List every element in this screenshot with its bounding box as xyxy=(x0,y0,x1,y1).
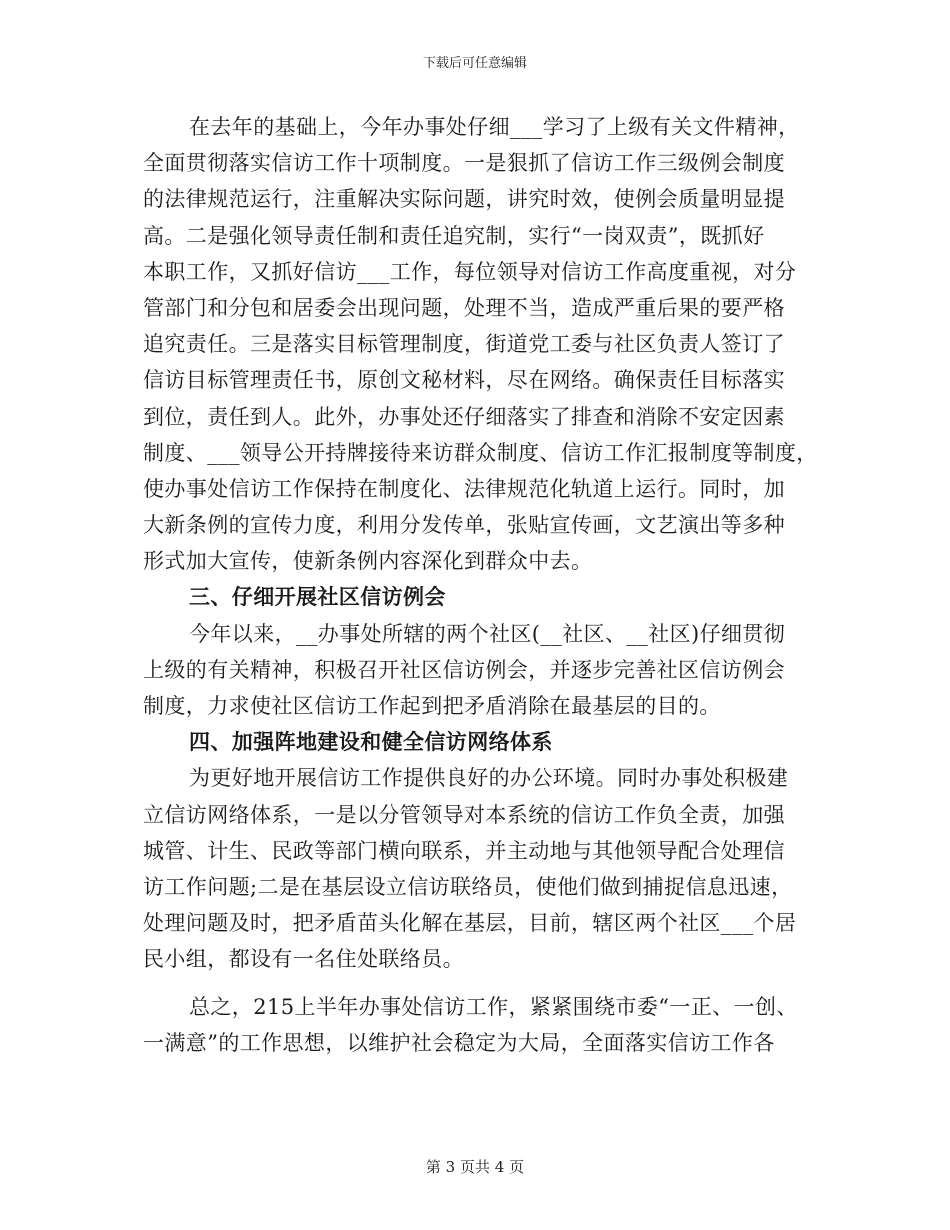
paragraph-line: 高。二是强化领导责任制和责任追究制，实行“一岗双责”，既抓好 xyxy=(143,223,765,248)
paragraph-line: 上级的有关精神，积极召开社区信访例会，并逐步完善社区信访例会 xyxy=(143,657,785,682)
paragraph-line: 制度、___领导公开持牌接待来访群众制度、信访工作汇报制度等制度， xyxy=(143,440,818,465)
paragraph-line: 管部门和分包和居委会出现问题，处理不当，造成严重后果的要严格 xyxy=(143,295,785,320)
paragraph-line: 为更好地开展信访工作提供良好的办公环境。同时办事处积极建 xyxy=(189,766,789,791)
paragraph-line: 本职工作，又抓好信访___工作，每位领导对信访工作高度重视，对分 xyxy=(143,259,797,284)
paragraph-line: 立信访网络体系，一是以分管领导对本系统的信访工作负全责，加强 xyxy=(143,802,785,827)
page-header: 下载后可任意编辑 xyxy=(422,56,527,71)
paragraph-line: 今年以来，__办事处所辖的两个社区(__社区、__社区)仔细贯彻 xyxy=(189,621,786,646)
page-footer: 第 3 页共 4 页 xyxy=(425,1158,525,1176)
paragraph-line: 追究责任。三是落实目标管理制度，街道党工委与社区负责人签订了 xyxy=(143,332,785,357)
document-body xyxy=(143,109,823,1061)
paragraph-line: 总之，215上半年办事处信访工作，紧紧围绕市委“一正、一创、 xyxy=(189,994,798,1019)
paragraph-line: 访工作问题;二是在基层设立信访联络员，使他们做到捕捉信息迅速， xyxy=(143,874,793,899)
paragraph-line: 使办事处信访工作保持在制度化、法律规范化轨道上运行。同时，加 xyxy=(143,476,785,501)
paragraph-line: 一满意”的工作思想，以维护社会稳定为大局，全面落实信访工作各 xyxy=(143,1030,775,1055)
paragraph-line: 在去年的基础上，今年办事处仔细___学习了上级有关文件精神， xyxy=(189,115,800,139)
paragraph-line: 处理问题及时，把矛盾苗头化解在基层，目前，辖区两个社区___个居 xyxy=(143,911,797,936)
paragraph-line: 城管、计生、民政等部门横向联系，并主动地与其他领导配合处理信 xyxy=(143,838,785,863)
paragraph-line: 制度，力求使社区信访工作起到把矛盾消除在最基层的目的。 xyxy=(143,694,721,718)
paragraph-line: 的法律规范运行，注重解决实际问题，讲究时效，使例会质量明显提 xyxy=(143,187,785,212)
paragraph-line: 民小组，都设有一名住处联络员。 xyxy=(143,947,464,972)
section-heading: 四、加强阵地建设和健全信访网络体系 xyxy=(189,729,553,755)
paragraph-line: 到位，责任到人。此外，办事处还仔细落实了排查和消除不安定因素 xyxy=(143,404,785,429)
paragraph-line: 大新条例的宣传力度，利用分发传单，张贴宣传画，文艺演出等多种 xyxy=(143,513,785,538)
paragraph-line: 信访目标管理责任书，原创文秘材料，尽在网络。确保责任目标落实 xyxy=(143,368,785,393)
section-heading: 三、仔细开展社区信访例会 xyxy=(189,584,446,610)
paragraph-line: 形式加大宣传，使新条例内容深化到群众中去。 xyxy=(143,549,593,574)
paragraph-line: 全面贯彻落实信访工作十项制度。一是狠抓了信访工作三级例会制度 xyxy=(143,151,785,176)
